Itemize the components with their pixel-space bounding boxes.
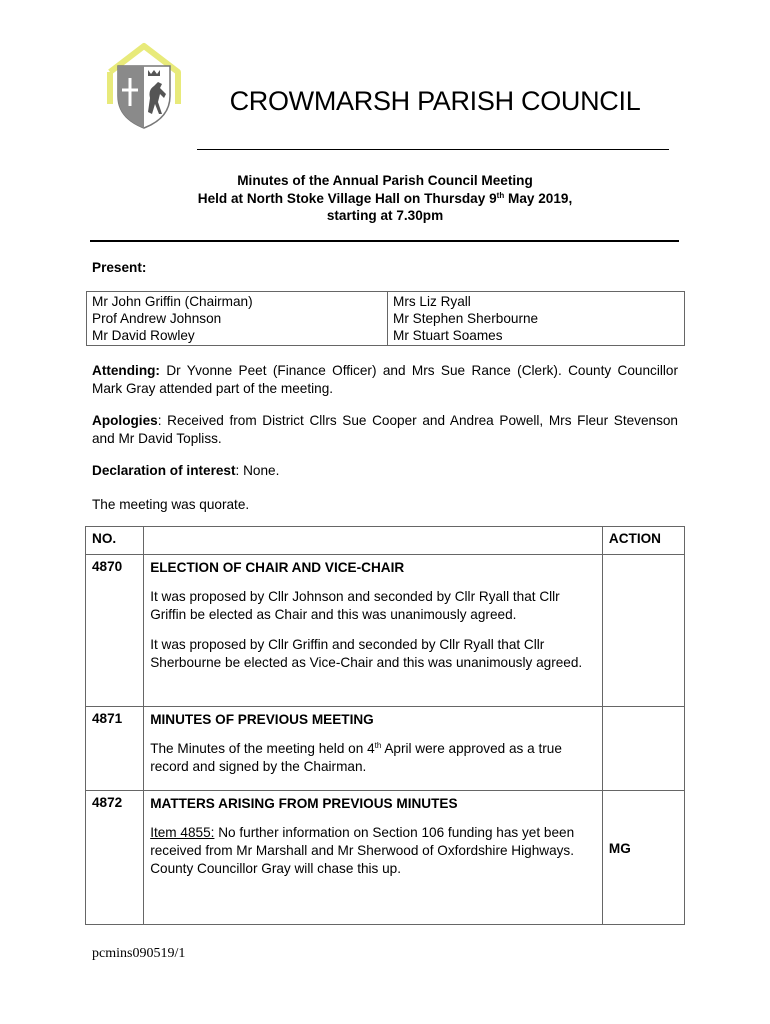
declaration-label: Declaration of interest xyxy=(92,463,236,478)
subtitle-date-month: May 2019, xyxy=(504,190,573,206)
subtitle-line1: Minutes of the Annual Parish Council Meeting xyxy=(237,173,533,188)
action-initials: MG xyxy=(608,841,631,856)
quorate-paragraph: The meeting was quorate. xyxy=(92,497,250,512)
item-number: 4871 xyxy=(86,707,144,791)
column-header-no: NO. xyxy=(86,527,144,555)
attending-text: Dr Yvonne Peet (Finance Officer) and Mrs Sue Rance (Clerk). County Councillor Mark Gray attended part of the meeting. xyxy=(92,363,678,396)
meeting-subtitle xyxy=(90,172,680,225)
attendee-name: Mr John Griffin (Chairman) xyxy=(92,294,253,309)
table-row xyxy=(86,707,685,791)
item-number: 4872 xyxy=(86,791,144,925)
apologies-text: : Received from District Cllrs Sue Cooper and Andrea Powell, Mrs Fleur Stevenson and Mr David Topliss. xyxy=(92,413,678,446)
declaration-paragraph xyxy=(92,462,678,480)
item-title: MINUTES OF PREVIOUS MEETING xyxy=(150,712,374,727)
item-title: MATTERS ARISING FROM PREVIOUS MINUTES xyxy=(150,796,458,811)
present-right-column xyxy=(388,292,685,346)
item-text-part: The Minutes of the meeting held on 4 xyxy=(150,741,375,756)
item-action xyxy=(602,555,684,707)
attending-label: Attending: xyxy=(92,363,160,378)
page-reference: pcmins090519/1 xyxy=(92,946,186,961)
subtitle-date-text: Held at North Stoke Village Hall on Thursday 9 xyxy=(197,190,497,206)
table-row xyxy=(87,292,685,346)
attendee-name: Mr Stephen Sherbourne xyxy=(393,311,539,326)
item-body xyxy=(144,707,603,791)
attending-paragraph xyxy=(92,362,678,398)
parish-crest-icon xyxy=(104,42,184,132)
item-paragraph: It was proposed by Cllr Griffin and seconded by Cllr Ryall that Cllr Sherbourne be elected as Vice-Chair and this was unanimously agreed. xyxy=(150,637,583,670)
item-reference: Item 4855: xyxy=(150,825,215,840)
title-underline xyxy=(197,149,669,150)
item-body xyxy=(144,555,603,707)
item-text-suffix: th xyxy=(374,741,382,750)
item-text-part: April were approved as a true record and signed by the Chairman. xyxy=(150,741,562,774)
declaration-text: : None. xyxy=(235,463,280,478)
table-row xyxy=(86,791,685,925)
present-left-column xyxy=(87,292,388,346)
item-action xyxy=(602,791,684,925)
item-paragraph xyxy=(150,824,596,878)
attendee-name: Mrs Liz Ryall xyxy=(393,294,471,309)
present-table xyxy=(86,291,685,346)
subtitle-line2 xyxy=(90,190,680,208)
table-row xyxy=(86,555,685,707)
minutes-table xyxy=(85,526,685,925)
item-body xyxy=(144,791,603,925)
subtitle-line3: starting at 7.30pm xyxy=(326,208,444,223)
header-divider xyxy=(90,240,679,242)
apologies-label: Apologies xyxy=(92,413,158,428)
item-text-part: No further information on Section 106 funding has yet been received from Mr Marshall and Mr Sherwood of Oxfordshire Highways. County Councillor Gray will chase this up. xyxy=(150,825,575,876)
item-paragraph: It was proposed by Cllr Johnson and seconded by Cllr Ryall that Cllr Griffin be elected as Chair and this was unanimously agreed. xyxy=(150,589,560,622)
item-title: ELECTION OF CHAIR AND VICE-CHAIR xyxy=(150,560,405,575)
attendee-name: Mr Stuart Soames xyxy=(393,328,503,343)
item-number: 4870 xyxy=(86,555,144,707)
council-name: CROWMARSH PARISH COUNCIL xyxy=(229,86,641,116)
subtitle-date-suffix: th xyxy=(496,190,505,200)
item-action xyxy=(602,707,684,791)
table-header-row xyxy=(86,527,685,555)
item-paragraph xyxy=(150,740,596,776)
apologies-paragraph xyxy=(92,412,678,448)
column-header-body xyxy=(144,527,603,555)
column-header-action: ACTION xyxy=(602,527,684,555)
present-label: Present: xyxy=(92,260,147,275)
attendee-name: Prof Andrew Johnson xyxy=(92,311,222,326)
attendee-name: Mr David Rowley xyxy=(92,328,195,343)
